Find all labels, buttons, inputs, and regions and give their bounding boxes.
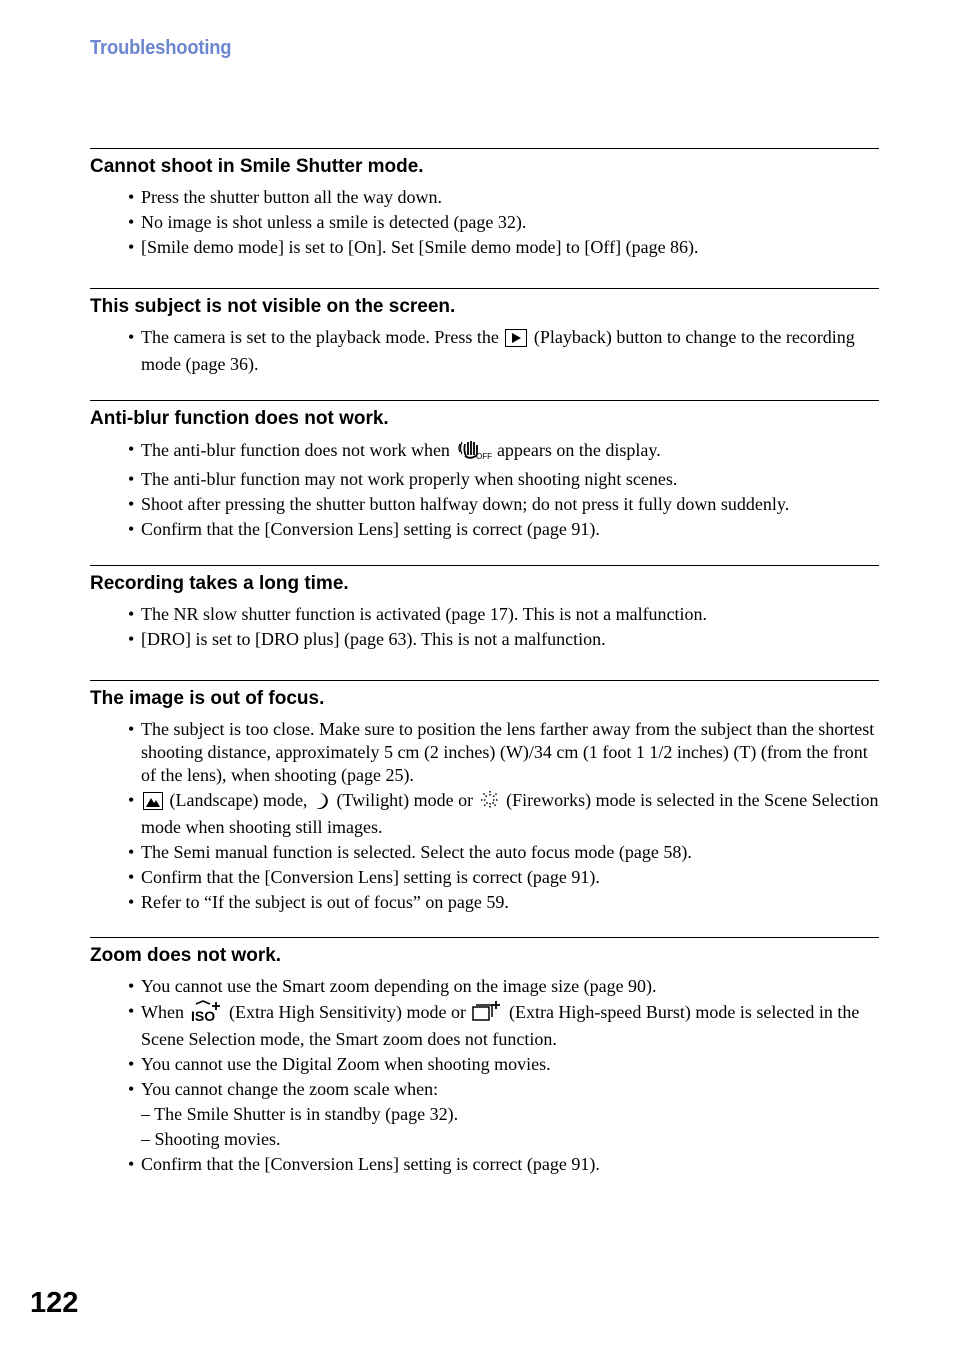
list-item: • The Semi manual function is selected. Select the auto focus mode (page 58). xyxy=(128,841,880,864)
item-text: appears on the display. xyxy=(496,440,661,460)
svg-text:OFF: OFF xyxy=(476,452,493,461)
item-text: (Playback) button to change to the recording mode (page 36). xyxy=(141,327,855,374)
section-header: Troubleshooting xyxy=(90,37,232,59)
list-item: • You cannot use the Smart zoom depending on the image size (page 90). xyxy=(128,975,880,998)
landscape-icon xyxy=(143,792,163,816)
list-item xyxy=(128,326,880,376)
list-item: • The subject is too close. Make sure to position the lens farther away from the subject than the shortest shooting distance, approximately 5 cm (2 inches) (W)/34 cm (1 foot 1 1/2 inches) (T) (from the front of the lens), when shooting (page 25). xyxy=(128,718,880,787)
list-item: • Press the shutter button all the way down. xyxy=(128,186,880,209)
item-text: (Extra High Sensitivity) mode or xyxy=(228,1002,466,1022)
high-speed-burst-icon xyxy=(472,1000,502,1028)
section-recording-long xyxy=(90,565,879,661)
item-text: When xyxy=(141,1002,184,1022)
twilight-icon xyxy=(314,792,330,816)
list-item: • Confirm that the [Conversion Lens] setting is correct (page 91). xyxy=(128,1153,880,1176)
list-subitem: – The Smile Shutter is in standby (page 32). xyxy=(141,1104,459,1124)
fireworks-icon xyxy=(480,790,500,816)
list-subitem: – Shooting movies. xyxy=(141,1129,281,1149)
item-text: (Fireworks) mode is selected in the Scene Selection mode when shooting still images. xyxy=(141,790,879,837)
high-sensitivity-icon xyxy=(190,1000,222,1028)
item-text: The anti-blur function does not work when xyxy=(141,440,450,460)
item-text: (Extra High-speed Burst) mode is selected in the Scene Selection mode, the Smart zoom does not function. xyxy=(141,1002,860,1049)
list-item: • You cannot change the zoom scale when: xyxy=(128,1078,880,1101)
svg-text:ISO: ISO xyxy=(191,1008,216,1024)
list-item: • No image is shot unless a smile is detected (page 32). xyxy=(128,211,880,234)
section-subject-not-visible xyxy=(90,288,879,381)
playback-icon xyxy=(505,329,527,353)
item-list xyxy=(128,186,880,261)
section-anti-blur xyxy=(90,400,879,546)
list-item: • Confirm that the [Conversion Lens] setting is correct (page 91). xyxy=(128,866,880,889)
list-item: • The anti-blur function may not work properly when shooting night scenes. xyxy=(128,468,880,491)
item-list xyxy=(128,603,880,653)
item-text: (Twilight) mode or xyxy=(336,790,474,810)
item-list xyxy=(128,326,880,378)
section-out-of-focus xyxy=(90,680,879,918)
section-heading: Zoom does not work. xyxy=(90,945,282,966)
page-number: 122 xyxy=(30,1287,79,1319)
list-item: • Shoot after pressing the shutter button halfway down; do not press it fully down suddenly. xyxy=(128,493,880,516)
section-zoom xyxy=(90,937,879,1183)
list-item: • Confirm that the [Conversion Lens] setting is correct (page 91). xyxy=(128,518,880,541)
item-text: (Landscape) mode, xyxy=(169,790,308,810)
section-heading: The image is out of focus. xyxy=(90,688,325,709)
section-heading: Anti-blur function does not work. xyxy=(90,408,389,429)
item-list xyxy=(128,975,880,1178)
list-item: • The NR slow shutter function is activated (page 17). This is not a malfunction. xyxy=(128,603,880,626)
anti-blur-off-icon xyxy=(456,438,493,466)
list-item: • [Smile demo mode] is set to [On]. Set [Smile demo mode] to [Off] (page 86). xyxy=(128,236,880,259)
section-heading: This subject is not visible on the screen. xyxy=(90,296,456,317)
item-list xyxy=(128,438,880,543)
section-heading: Recording takes a long time. xyxy=(90,573,349,594)
list-item: • [DRO] is set to [DRO plus] (page 63). This is not a malfunction. xyxy=(128,628,880,651)
section-heading: Cannot shoot in Smile Shutter mode. xyxy=(90,156,424,177)
item-text: The camera is set to the playback mode. Press the xyxy=(141,327,499,347)
section-smile-shutter xyxy=(90,148,879,269)
item-list xyxy=(128,718,880,916)
list-item xyxy=(128,789,880,839)
list-item: • You cannot use the Digital Zoom when shooting movies. xyxy=(128,1053,880,1076)
list-item xyxy=(128,438,880,466)
list-item: • Refer to “If the subject is out of focus” on page 59. xyxy=(128,891,880,914)
list-item xyxy=(128,1000,880,1051)
